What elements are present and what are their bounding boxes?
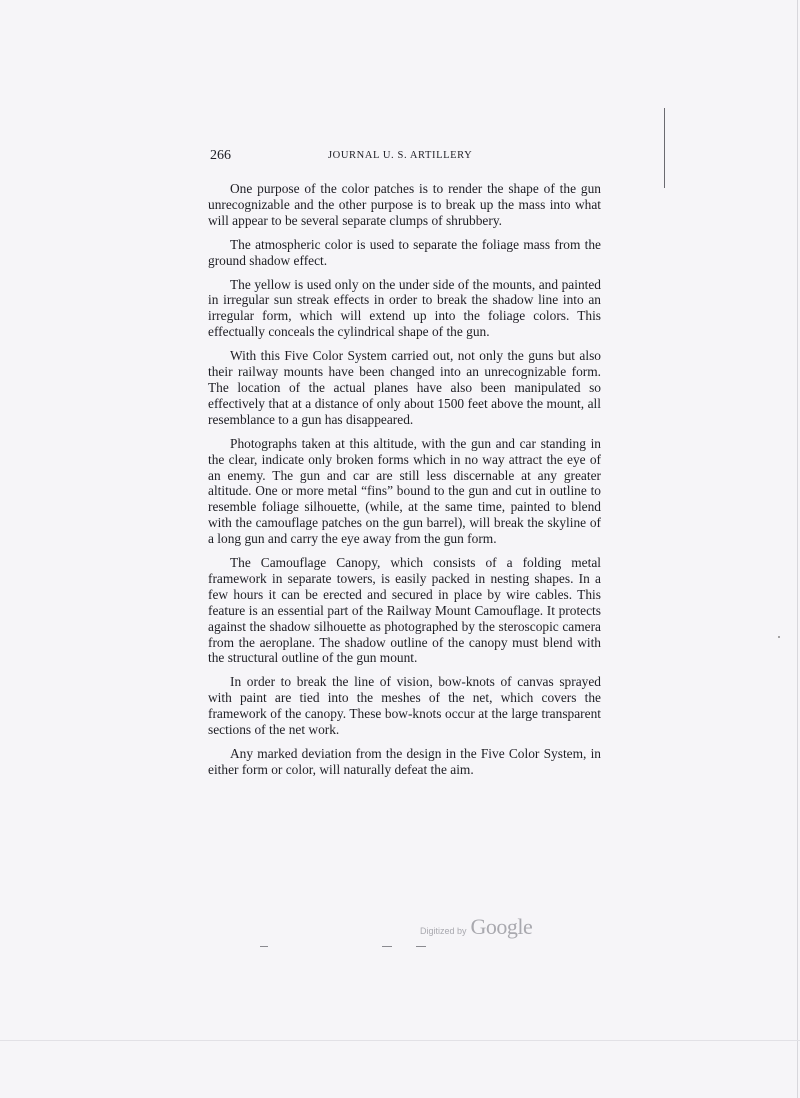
scan-speck [778, 636, 780, 638]
article-body [208, 181, 601, 786]
page-header [210, 148, 602, 168]
scan-artifact-dash [416, 946, 426, 947]
digitization-watermark [420, 914, 532, 940]
running-head: JOURNAL U. S. ARTILLERY [328, 150, 473, 161]
paragraph: The atmospheric color is used to separate the foliage mass from the ground shadow effect. [208, 236, 601, 268]
page-number: 266 [210, 148, 231, 163]
scan-bottom-edge [0, 1040, 800, 1041]
paragraph: The Camouflage Canopy, which consists of a folding metal framework in separate towers, is easily packed in nesting shapes. In a few hours it can be erected and secured in place by wire cables. This feature is an essential part of the Railway Mount Camouflage. It protects against the shadow silhouette as photographed by the steroscopic camera from the aeroplane. The shadow outline of the canopy must blend with the structural outline of the gun mount. [208, 555, 601, 666]
google-logo: Google [470, 914, 533, 939]
scan-artifact-dash [382, 946, 392, 947]
paragraph: With this Five Color System carried out, not only the guns but also their railway mounts have been changed into an unrecognizable form. The location of the actual planes have also been manipulated so effectively that at a distance of only about 1500 feet above the mount, all resemblance to a gun has disappeared. [208, 348, 601, 427]
paragraph: Photographs taken at this altitude, with the gun and car standing in the clear, indicate only broken forms which in no way attract the eye of an enemy. The gun and car are still less discernable at any greater altitude. One or more metal “fins” bound to the gun and cut in outline to resemble foliage silhouette, (while, at the same time, painted to blend with the camouflage patches on the gun barrel), will break the skyline of a long gun and carry the eye away from the gun form. [208, 435, 601, 547]
scan-edge-shadow [797, 0, 798, 1098]
paragraph: In order to break the line of vision, bow-knots of canvas sprayed with paint are tied into the meshes of the net, which covers the framework of the canopy. These bow-knots occur at the large transparent sections of the net work. [208, 674, 601, 738]
scan-edge-line [664, 108, 665, 188]
watermark-prefix: Digitized by [420, 926, 467, 936]
scan-artifact-dash [260, 946, 268, 947]
paragraph: One purpose of the color patches is to render the shape of the gun unrecognizable and the other purpose is to break up the mass into what will appear to be several separate clumps of shrubbery. [208, 181, 601, 228]
paragraph: The yellow is used only on the under side of the mounts, and painted in irregular sun streak effects in order to break the shadow line into an irregular form, which will extend up into the foliage colors. This effectually conceals the cylindrical shape of the gun. [208, 276, 601, 340]
paragraph: Any marked deviation from the design in the Five Color System, in either form or color, will naturally defeat the aim. [208, 746, 601, 777]
